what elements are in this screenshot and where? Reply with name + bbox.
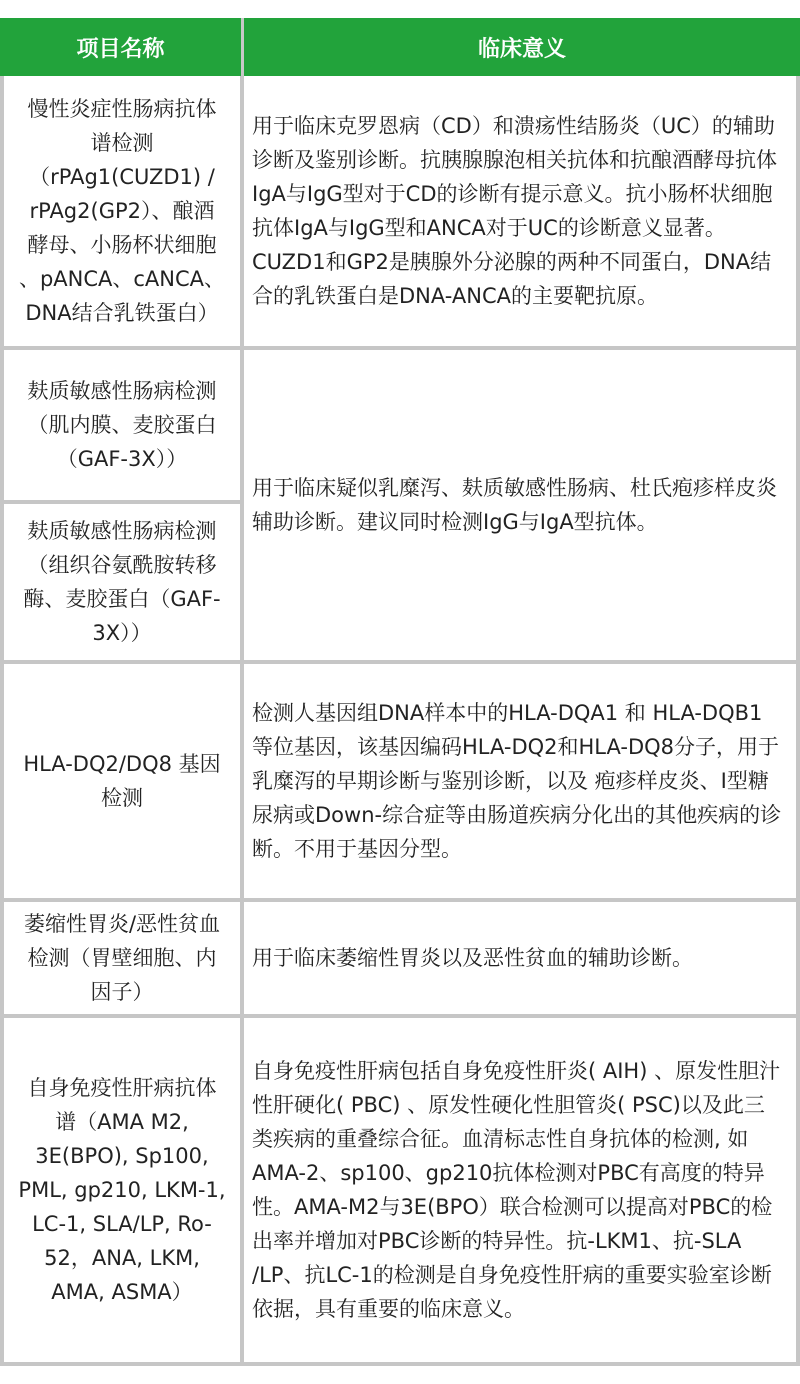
- item-cell: [0, 350, 244, 504]
- meaning-cell: [244, 902, 800, 1018]
- item-cell: [0, 504, 244, 664]
- table-row: [0, 1018, 800, 1366]
- meaning-cell-merged: [244, 350, 800, 664]
- meaning-cell: [244, 76, 800, 350]
- item-cell: [0, 1018, 244, 1366]
- meaning-cell: [244, 664, 800, 902]
- item-cell: [0, 902, 244, 1018]
- item-name: 自身免疫性肝病抗体 谱（AMA M2, 3E(BPO), Sp100, PML, gp210, LKM-1, LC-1, SLA/LP, Ro- 52，ANA, LKM, AMA, ASMA）: [18, 1076, 226, 1304]
- table-row: [0, 664, 800, 902]
- item-cell: [0, 664, 244, 902]
- clinical-meaning: 检测人基因组DNA样本中的HLA-DQA1 和 HLA-DQB1等位基因，该基因编码HLA-DQ2和HLA-DQ8分子，用于乳糜泻的早期诊断与鉴别诊断，以及 疱疹样皮炎、I型糖尿病或Down-综合症等由肠道疾病分化出的其他疾病的诊断。不用于基因分型。: [252, 701, 782, 861]
- clinical-meaning: 用于临床萎缩性胃炎以及恶性贫血的辅助诊断。: [252, 946, 693, 970]
- clinical-significance-table: [0, 18, 800, 1366]
- header-clinical-meaning: 临床意义: [244, 18, 800, 76]
- table-row: [0, 902, 800, 1018]
- item-name: 麸质敏感性肠病检测 （组织谷氨酰胺转移 酶、麦胶蛋白（GAF- 3X））: [23, 519, 221, 645]
- clinical-meaning: 用于临床克罗恩病（CD）和溃疡性结肠炎（UC）的辅助诊断及鉴别诊断。抗胰腺腺泡相关抗体和抗酿酒酵母抗体IgA与IgG型对于CD的诊断有提示意义。抗小肠杯状细胞抗体IgA与IgG型和ANCA对于UC的诊断意义显著。CUZD1和GP2是胰腺外分泌腺的两种不同蛋白，DNA结合的乳铁蛋白是DNA-ANCA的主要靶抗原。: [252, 114, 777, 308]
- item-cell: [0, 76, 244, 350]
- table-row: [0, 350, 800, 504]
- header-item-name: 项目名称: [0, 18, 244, 76]
- table-header-row: [0, 18, 800, 76]
- item-name: 慢性炎症性肠病抗体 谱检测 （rPAg1(CUZD1) / rPAg2(GP2）、酿酒 酵母、小肠杯状细胞 、pANCA、cANCA、 DNA结合乳铁蛋白）: [18, 97, 226, 325]
- meaning-cell: [244, 1018, 800, 1366]
- clinical-meaning: 自身免疫性肝病包括自身免疫性肝炎( AIH) 、原发性胆汁性肝硬化( PBC) 、原发性硬化性胆管炎( PSC)以及此三类疾病的重叠综合征。血清标志性自身抗体的检测, 如AMA-2、sp100、gp210抗体检测对PBC有高度的特异性。AMA-M2与3E(BPO）联合检测可以提高对PBC的检出率并增加对PBC诊断的特异性。抗-LKM1、抗-SLA /LP、抗LC-1的检测是自身免疫性肝病的重要实验室诊断依据，具有重要的临床意义。: [252, 1059, 781, 1321]
- clinical-meaning: 用于临床疑似乳糜泻、麸质敏感性肠病、杜氏疱疹样皮炎辅助诊断。建议同时检测IgG与IgA型抗体。: [252, 476, 777, 534]
- item-name: 萎缩性胃炎/恶性贫血 检测（胃壁细胞、内 因子）: [23, 912, 221, 1004]
- table-row: [0, 76, 800, 350]
- item-name: HLA-DQ2/DQ8 基因 检测: [23, 752, 221, 810]
- item-name: 麸质敏感性肠病检测 （肌内膜、麦胶蛋白 （GAF-3X））: [27, 379, 217, 471]
